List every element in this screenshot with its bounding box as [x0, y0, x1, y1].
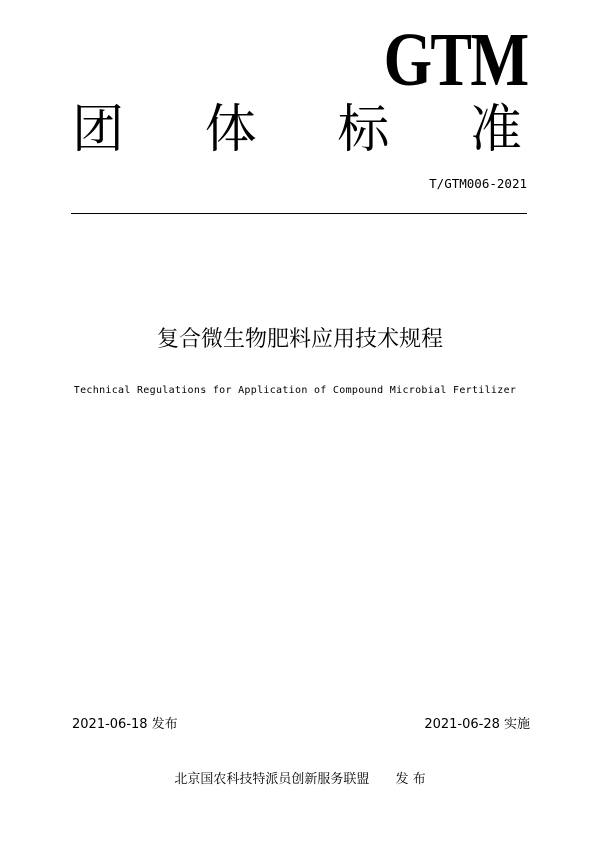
- document-title-chinese: 复合微生物肥料应用技术规程: [156, 327, 443, 352]
- document-title-english: Technical Regulations for Application of Compound Microbial Fertilizer: [73, 385, 517, 396]
- category-char: 团: [72, 100, 125, 160]
- implement-date: 2021-06-28 实施: [424, 717, 530, 732]
- category-char: 准: [469, 100, 522, 160]
- issuer-line: [0, 771, 600, 789]
- standard-number: T/GTM006-2021: [429, 176, 527, 191]
- issuer-name: 北京国农科技特派员创新服务联盟: [174, 772, 370, 787]
- publish-date: 2021-06-18 发布: [72, 717, 178, 732]
- date-row: [72, 716, 530, 734]
- category-char: 标: [337, 100, 390, 160]
- issuer-action: 发 布: [395, 772, 426, 787]
- category-char: 体: [204, 100, 257, 160]
- gtm-logo: GTM: [384, 18, 528, 102]
- document-category: [72, 100, 522, 160]
- header-divider: [71, 213, 527, 214]
